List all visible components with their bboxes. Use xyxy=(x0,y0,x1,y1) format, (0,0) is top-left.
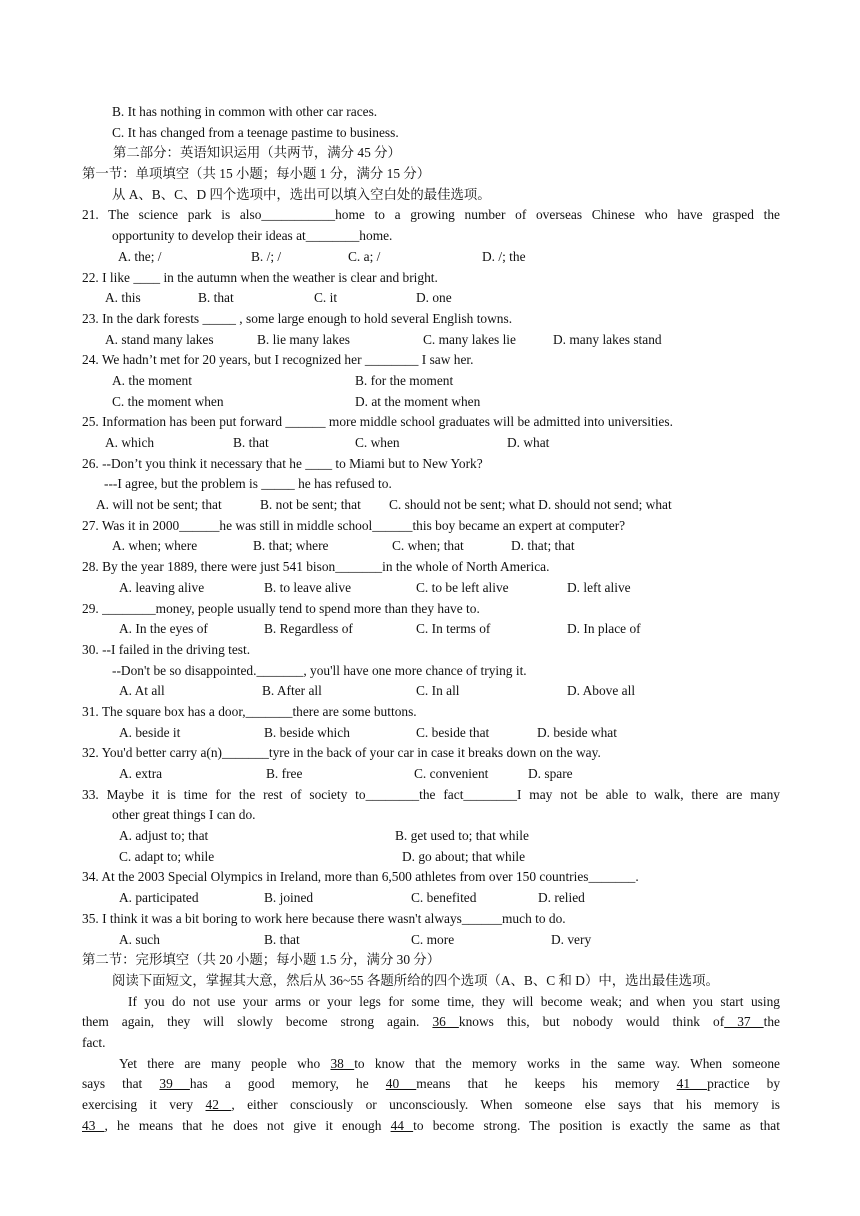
option-d: D. relied xyxy=(538,890,585,906)
question-30-stem: 30. --I failed in the driving test. xyxy=(82,641,251,657)
question-26-options xyxy=(0,495,860,516)
passage-para2-line1: Yet there are many people who 38 to know that the memory works in the same way. When someone xyxy=(119,1055,780,1071)
option-b: B. that xyxy=(198,290,234,306)
option-d: D. spare xyxy=(528,766,573,781)
blank-39: 39 xyxy=(159,1076,190,1092)
blank-42: 42 xyxy=(205,1097,232,1112)
question-31-stem: 31. The square box has a door,_______there are some buttons. xyxy=(82,703,417,719)
option-b: B. lie many lakes xyxy=(257,331,350,347)
option-a: A. extra xyxy=(119,766,163,781)
question-29-stem: 29. ________money, people usually tend to spend more than they have to. xyxy=(82,600,480,616)
option-d: D. Above all xyxy=(567,683,636,699)
question-34-options xyxy=(0,888,860,909)
question-34-stem: 34. At the 2003 Special Olympics in Ireland, more than 6,500 athletes from over 150 countries_______. xyxy=(82,869,639,885)
passage-para2-line4: 43 , he means that he does not give it enough 44 to become strong. The position is exactly the same as that xyxy=(82,1117,780,1133)
question-33-stem-cont: other great things I can do. xyxy=(112,807,256,823)
section1-heading: 第一节：单项填空（共 15 小题；每小题 1 分，满分 15 分） xyxy=(82,166,431,182)
question-30-options xyxy=(0,681,860,702)
option-c: C. more xyxy=(411,931,455,947)
option-b: B. that xyxy=(233,435,269,450)
option-b: B. /; / xyxy=(251,248,282,264)
option-a: A. which xyxy=(105,435,155,450)
question-30-stem-cont: --Don't be so disappointed._______, you'll have one more chance of trying it. xyxy=(112,662,527,678)
option-b: B. Regardless of xyxy=(264,621,353,637)
option-d: D. go about; that while xyxy=(402,848,526,864)
question-24-stem: 24. We hadn’t met for 20 years, but I recognized her ________ I saw her. xyxy=(82,352,474,368)
passage-para1-line1: If you do not use your arms or your legs for some time, they will become weak; and when you start using xyxy=(128,993,780,1009)
question-21-stem-cont: opportunity to develop their ideas at________home. xyxy=(112,228,393,244)
option-a: A. will not be sent; that xyxy=(96,497,222,513)
line-q20-c: C. It has changed from a teenage pastime to business. xyxy=(112,124,399,140)
passage-para2-line3: exercising it very 42 , either consciously or unconsciously. When someone else says that his memory is xyxy=(82,1097,780,1112)
line-q20-b: B. It has nothing in common with other car races. xyxy=(112,104,378,119)
option-a: A. adjust to; that xyxy=(119,828,209,844)
section2-directions: 阅读下面短文，掌握其大意，然后从 36~55 各题所给的四个选项（A、B、C 和 D）中，选出最佳选项。 xyxy=(112,972,719,988)
question-25-stem: 25. Information has been put forward ______ more middle school graduates will be admitted into universities. xyxy=(82,414,673,430)
blank-40: 40 xyxy=(385,1076,417,1092)
question-31-options xyxy=(0,723,860,744)
option-a: A. such xyxy=(119,931,160,947)
blank-43: 43 xyxy=(82,1117,105,1133)
question-21-options xyxy=(0,247,860,268)
option-a: A. the; / xyxy=(118,248,162,264)
option-d: D. /; the xyxy=(482,248,526,264)
option-a: A. In the eyes of xyxy=(119,621,208,637)
blank-44: 44 xyxy=(390,1117,414,1133)
option-c: C. convenient xyxy=(414,766,489,781)
question-33-stem: 33. Maybe it is time for the rest of society to________the fact________I may not be able to walk, there are many xyxy=(82,786,780,802)
option-c: C. In terms of xyxy=(416,621,491,637)
part2-heading: 第二部分：英语知识运用（共两节，满分 45 分） xyxy=(113,145,401,161)
question-23-options xyxy=(0,330,860,351)
section2-heading: 第二节：完形填空（共 20 小题；每小题 1.5 分，满分 30 分） xyxy=(82,952,441,968)
option-b: B. that; where xyxy=(253,538,329,554)
question-29-options xyxy=(0,619,860,640)
option-d: D. that; that xyxy=(511,538,575,554)
passage-para2-line2: says that 39 has a good memory, he 40 means that he keeps his memory 41 practice by xyxy=(82,1076,781,1092)
option-a: A. At all xyxy=(119,683,165,699)
question-35-options xyxy=(0,930,860,951)
question-24-options-cd xyxy=(0,392,860,413)
question-32-options xyxy=(0,764,860,785)
option-c: C. benefited xyxy=(411,890,477,906)
option-c: C. when; that xyxy=(392,538,464,554)
blank-38: 38 xyxy=(330,1055,355,1071)
blank-36: 36 xyxy=(432,1014,459,1030)
option-a: A. this xyxy=(105,290,141,306)
question-33-options-ab xyxy=(0,826,860,847)
option-c: C. many lakes lie xyxy=(423,331,516,347)
option-a: A. the moment xyxy=(112,372,192,388)
option-c: C. adapt to; while xyxy=(119,848,215,864)
question-28-stem: 28. By the year 1889, there were just 541 bison_______in the whole of North America. xyxy=(82,559,550,575)
option-b: B. After all xyxy=(262,683,322,699)
option-c: C. the moment when xyxy=(112,393,224,409)
option-c: C. to be left alive xyxy=(416,579,509,595)
option-b: B. for the moment xyxy=(355,372,454,388)
section1-directions: 从 A、B、C、D 四个选项中，选出可以填入空白处的最佳选项。 xyxy=(112,186,491,202)
question-27-options xyxy=(0,536,860,557)
option-b: B. free xyxy=(266,766,303,781)
option-d: D. many lakes stand xyxy=(553,331,662,347)
question-22-stem: 22. I like ____ in the autumn when the weather is clear and bright. xyxy=(82,269,438,285)
option-b: B. get used to; that while xyxy=(395,828,529,844)
question-24-options-ab xyxy=(0,371,860,392)
option-a: A. leaving alive xyxy=(119,579,205,595)
option-a: A. when; where xyxy=(112,538,198,554)
option-a: A. participated xyxy=(119,890,199,906)
question-23-stem: 23. In the dark forests _____ , some large enough to hold several English towns. xyxy=(82,310,513,326)
option-d: D. what xyxy=(507,435,550,450)
option-b: B. joined xyxy=(264,890,314,906)
blank-41: 41 xyxy=(676,1076,708,1092)
question-35-stem: 35. I think it was a bit boring to work here because there wasn't always______much to do. xyxy=(82,910,566,926)
option-d: D. left alive xyxy=(567,579,631,595)
question-22-options xyxy=(0,288,860,309)
option-d: D. at the moment when xyxy=(355,393,481,409)
option-c-d: C. should not be sent; what D. should not send; what xyxy=(389,497,672,513)
question-25-options xyxy=(0,433,860,454)
passage-para1-line2: them again, they will slowly become strong again. 36 knows this, but nobody would think of 37 the xyxy=(82,1014,780,1030)
question-28-options xyxy=(0,578,860,599)
option-d: D. In place of xyxy=(567,621,641,637)
question-21-stem: 21. The science park is also___________home to a growing number of overseas Chinese who have grasped the xyxy=(82,207,780,223)
option-a: A. beside it xyxy=(119,724,181,740)
question-26-stem-cont: ---I agree, but the problem is _____ he has refused to. xyxy=(104,476,392,492)
option-c: C. In all xyxy=(416,683,460,699)
option-c: C. a; / xyxy=(348,248,381,264)
option-d: D. one xyxy=(416,290,452,306)
option-c: C. when xyxy=(355,435,400,450)
blank-37: 37 xyxy=(724,1014,764,1030)
option-b: B. to leave alive xyxy=(264,579,352,595)
question-27-stem: 27. Was it in 2000______he was still in middle school______this boy became an expert at computer? xyxy=(82,517,626,533)
option-d: D. beside what xyxy=(537,724,617,740)
option-c: C. beside that xyxy=(416,724,490,740)
option-d: D. very xyxy=(551,931,592,947)
question-26-stem: 26. --Don’t you think it necessary that he ____ to Miami but to New York? xyxy=(82,455,483,471)
option-b: B. beside which xyxy=(264,724,350,740)
option-b: B. that xyxy=(264,931,300,947)
exam-page xyxy=(0,102,860,1136)
question-32-stem: 32. You'd better carry a(n)_______tyre in the back of your car in case it breaks down on the way. xyxy=(82,745,601,761)
option-b: B. not be sent; that xyxy=(260,497,361,513)
passage-para1-line3: fact. xyxy=(82,1034,106,1050)
option-c: C. it xyxy=(314,290,338,306)
option-a: A. stand many lakes xyxy=(105,331,214,347)
question-33-options-cd xyxy=(0,847,860,868)
